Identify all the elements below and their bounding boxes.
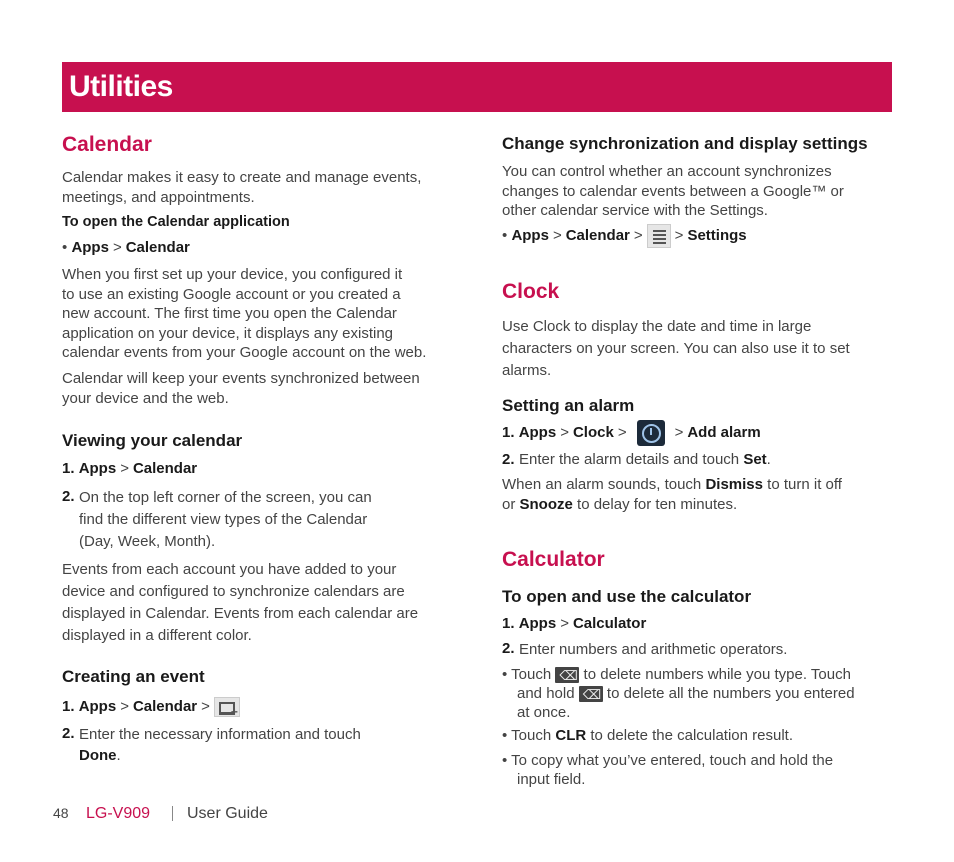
- path-sep: >: [201, 697, 210, 715]
- step-text: Enter the alarm details and touch: [519, 451, 740, 468]
- step-number: 1.: [502, 423, 515, 441]
- alarm-step2-number: [502, 451, 515, 468]
- path-calendar: Calendar: [132, 460, 198, 477]
- set-label: Set: [743, 451, 767, 468]
- step-number: 2.: [62, 725, 75, 742]
- text: to delete all the numbers you entered: [606, 685, 855, 702]
- path-apps: Apps: [78, 460, 117, 477]
- path-calendar: Calendar: [132, 697, 198, 715]
- section-banner: [62, 62, 892, 112]
- creating-step2-text: Enter the necessary information and touch: [79, 726, 361, 743]
- dismiss-label: Dismiss: [705, 476, 763, 493]
- step-number: 2.: [502, 640, 515, 657]
- path-apps: Apps: [78, 697, 117, 715]
- text: or: [502, 496, 516, 513]
- alarm-heading: Setting an alarm: [502, 396, 635, 415]
- path-sep: >: [112, 239, 122, 256]
- path-sep: >: [633, 226, 643, 244]
- path-sep: >: [552, 226, 562, 244]
- path-clock: Clock: [572, 423, 614, 441]
- events-para-line3: displayed in Calendar. Events from each calendar are: [62, 605, 419, 622]
- sync-settings-heading: Change synchronization and display settings: [502, 134, 868, 153]
- sync-settings-line2: changes to calendar events between a Google™ or: [502, 182, 844, 200]
- path-apps: Apps: [71, 239, 109, 256]
- calc-bullet3-line2: input field.: [517, 771, 586, 788]
- calculator-heading: Calculator: [502, 548, 605, 571]
- calendar-heading: Calendar: [62, 133, 152, 156]
- text: to turn it off: [767, 476, 842, 493]
- sync-settings-line3: other calendar service with the Settings.: [502, 202, 768, 219]
- creating-step1: [62, 697, 240, 717]
- setup-para-line4: application on your device, it displays any existing: [62, 324, 394, 342]
- clock-para-line1: Use Clock to display the date and time in large: [502, 318, 812, 335]
- text: to delete numbers while you type. Touch: [583, 666, 851, 683]
- snooze-label: Snooze: [519, 496, 573, 513]
- period: .: [766, 451, 771, 468]
- footer-model: LG-V909: [86, 805, 151, 822]
- period: .: [116, 747, 121, 764]
- menu-icon: [647, 224, 671, 248]
- bullet: •: [502, 727, 508, 744]
- step-number: 1.: [62, 460, 75, 477]
- text: To copy what you’ve entered, touch and hold the: [511, 752, 834, 769]
- alarm-step2-text: [519, 450, 771, 470]
- alarm-sounds-line2: [502, 495, 737, 515]
- path-apps: Apps: [518, 615, 557, 632]
- text: When an alarm sounds, touch: [502, 476, 702, 493]
- calendar-open-heading: To open the Calendar application: [62, 214, 290, 230]
- path-apps: Apps: [511, 226, 549, 244]
- path-sep: >: [120, 697, 129, 715]
- step-number: 2.: [62, 488, 75, 505]
- footer-divider: [172, 806, 173, 821]
- footer-guide: User Guide: [187, 805, 268, 822]
- path-sep: >: [560, 423, 569, 441]
- calc-bullet2: [502, 726, 793, 746]
- events-para-line1: Events from each account you have added to your: [62, 561, 397, 578]
- page-number: 48: [53, 805, 69, 821]
- calculator-step1: [502, 615, 646, 632]
- setup-para-line2: to use an existing Google account or you created a: [62, 285, 401, 303]
- path-calculator: Calculator: [572, 615, 647, 632]
- path-apps: Apps: [518, 423, 557, 441]
- alarm-sounds-line1: [502, 475, 842, 495]
- alarm-clock-icon: [637, 420, 665, 446]
- path-sep: >: [674, 226, 684, 244]
- clock-heading: Clock: [502, 280, 560, 303]
- sync-settings-path: [502, 224, 747, 248]
- text: and hold: [517, 685, 575, 702]
- creating-step2-done: [79, 746, 121, 766]
- text: Touch: [511, 666, 552, 683]
- calc-bullet1-line2: [517, 684, 855, 704]
- calculator-step2-text: Enter numbers and arithmetic operators.: [519, 641, 788, 658]
- creating-step2-number: [62, 725, 75, 742]
- delete-key-icon: [579, 686, 603, 702]
- new-event-icon: [214, 697, 240, 717]
- clock-para-line3: alarms.: [502, 362, 552, 379]
- clock-para-line2: characters on your screen. You can also use it to set: [502, 340, 850, 357]
- bullet: •: [502, 752, 508, 769]
- step-number: 1.: [62, 697, 75, 715]
- text: to delete the calculation result.: [590, 727, 793, 744]
- page-title: Utilities: [69, 70, 173, 103]
- calendar-open-path: [62, 239, 190, 256]
- viewing-step2-number: [62, 488, 75, 505]
- viewing-step2-line3: (Day, Week, Month).: [79, 533, 216, 550]
- path-sep: >: [560, 615, 569, 632]
- step-number: 1.: [502, 615, 515, 632]
- events-para-line2: device and configured to synchronize calendars are: [62, 583, 405, 600]
- clr-label: CLR: [555, 727, 587, 744]
- sync-settings-line1: You can control whether an account synchronizes: [502, 163, 832, 180]
- path-calendar: Calendar: [565, 226, 630, 244]
- sync-para-line2: your device and the web.: [62, 389, 229, 407]
- bullet: •: [502, 226, 508, 244]
- calculator-open-heading: To open and use the calculator: [502, 587, 752, 606]
- path-add-alarm: Add alarm: [687, 423, 761, 441]
- text: Touch: [511, 727, 552, 744]
- calendar-intro-line2: meetings, and appointments.: [62, 189, 255, 206]
- setup-para-line5: calendar events from your Google account on the web.: [62, 344, 427, 361]
- path-sep: >: [617, 423, 627, 441]
- events-para-line4: displayed in a different color.: [62, 627, 252, 644]
- setup-para-line1: When you first set up your device, you configured it: [62, 266, 403, 283]
- creating-heading: Creating an event: [62, 667, 205, 686]
- done-label: Done: [79, 747, 117, 764]
- bullet: •: [62, 239, 68, 256]
- step-number: 2.: [502, 451, 515, 468]
- calc-bullet1-line1: [502, 665, 851, 685]
- path-sep: >: [120, 460, 129, 477]
- setup-para-line3: new account. The first time you open the Calendar: [62, 305, 397, 322]
- viewing-step2-line1: On the top left corner of the screen, you can: [79, 489, 372, 506]
- delete-key-icon: [555, 667, 579, 683]
- alarm-step1: [502, 420, 761, 446]
- text: to delay for ten minutes.: [577, 496, 738, 513]
- viewing-step2-line2: find the different view types of the Calendar: [79, 511, 368, 528]
- viewing-heading: Viewing your calendar: [62, 431, 243, 450]
- calendar-intro-line1: Calendar makes it easy to create and manage events,: [62, 169, 422, 186]
- sync-para-line1: Calendar will keep your events synchronized between: [62, 370, 420, 387]
- path-settings: Settings: [687, 226, 747, 244]
- path-sep: >: [674, 423, 684, 441]
- path-calendar: Calendar: [125, 239, 190, 256]
- calculator-step2-number: [502, 640, 515, 657]
- bullet: •: [502, 666, 508, 683]
- calc-bullet3-line1: [502, 751, 833, 771]
- viewing-step1: [62, 460, 197, 477]
- calc-bullet1-line3: at once.: [517, 704, 571, 721]
